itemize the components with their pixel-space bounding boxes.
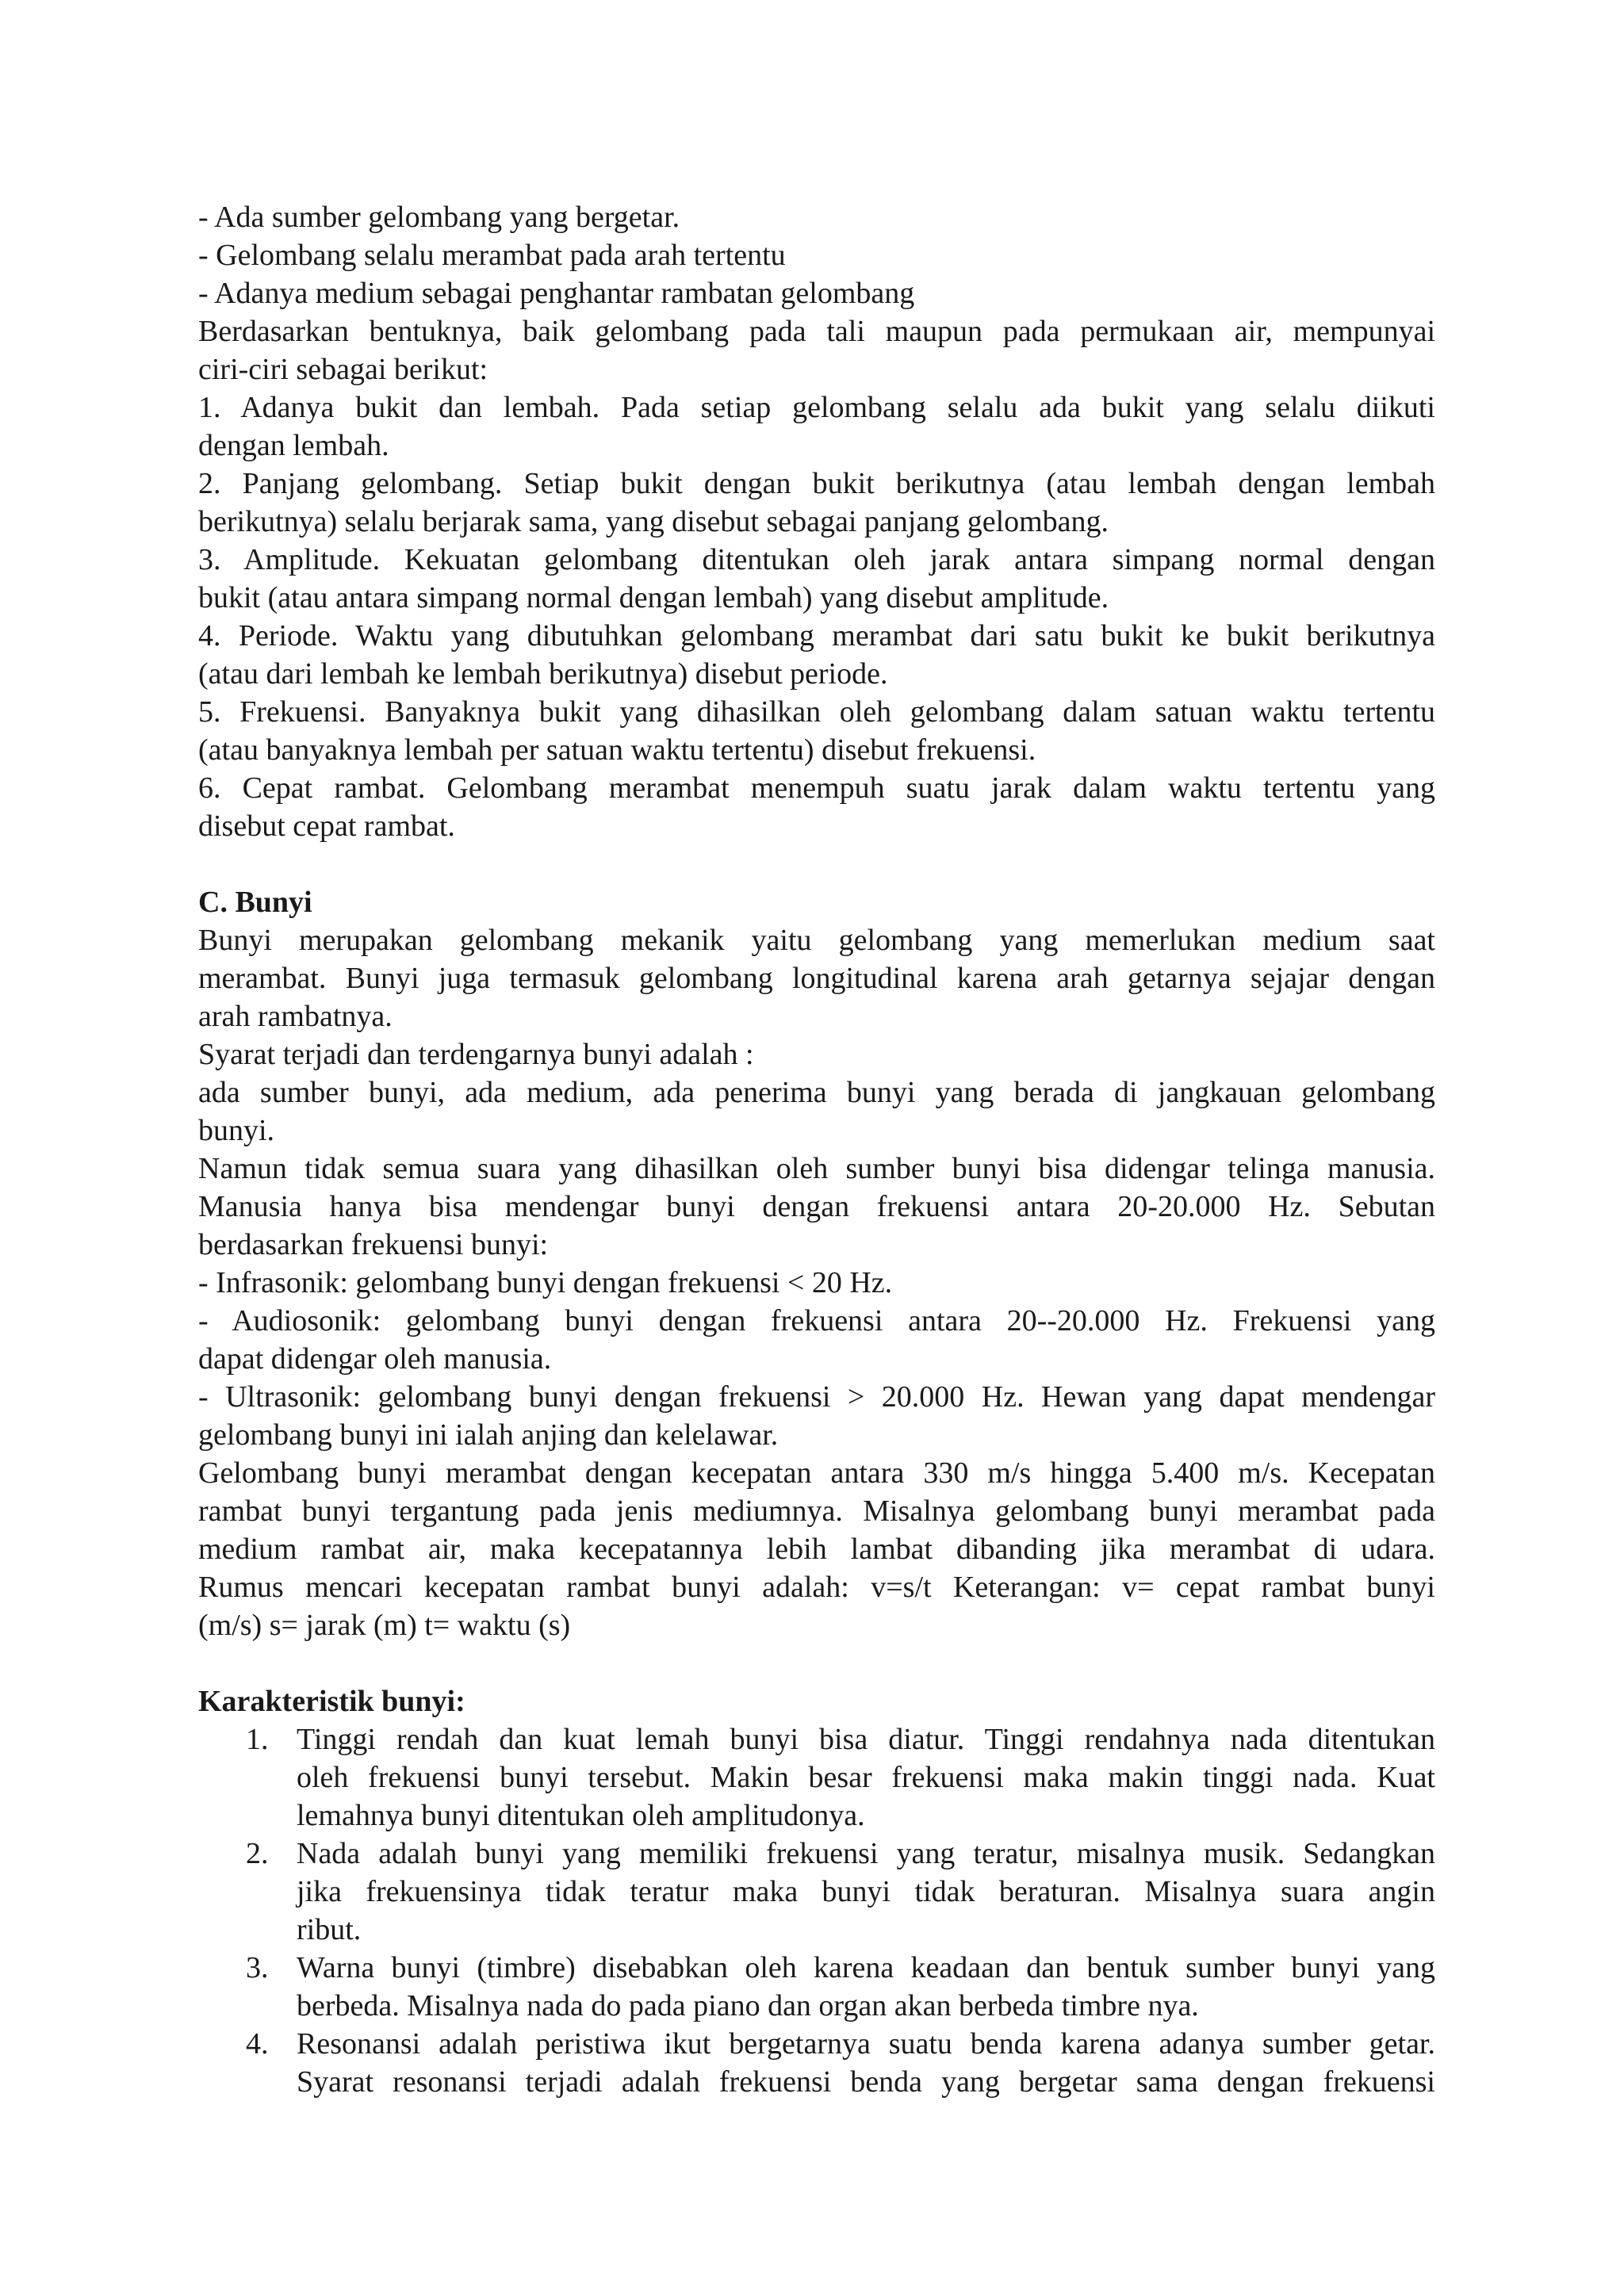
infrasonik-line: - Infrasonik: gelombang bunyi dengan frekuensi < 20 Hz.	[198, 1266, 893, 1299]
characteristic-line: 5. Frekuensi. Banyaknya bukit yang dihasilkan oleh gelombang dalam satuan waktu tertentu	[198, 695, 1435, 729]
characteristic-line: disebut cepat rambat.	[198, 809, 455, 843]
list-item	[198, 1720, 1435, 1835]
ultrasonik-line: - Ultrasonik: gelombang bunyi dengan frekuensi > 20.000 Hz. Hewan yang dapat mendengar	[198, 1380, 1435, 1414]
list-item-line: oleh frekuensi bunyi tersebut. Makin besar frekuensi maka makin tinggi nada. Kuat	[297, 1761, 1435, 1794]
list-item-line: Syarat resonansi terjadi adalah frekuensi benda yang bergetar sama dengan frekuensi	[297, 2065, 1435, 2099]
audiosonik-line: - Audiosonik: gelombang bunyi dengan frekuensi antara 20--20.000 Hz. Frekuensi yang	[198, 1304, 1435, 1337]
shape-intro-line: Berdasarkan bentuknya, baik gelombang pada tali maupun pada permukaan air, mempunyai	[198, 315, 1435, 348]
intro-bullet: - Gelombang selalu merambat pada arah tertentu	[198, 239, 786, 272]
document-page	[198, 198, 1435, 2101]
spacer	[198, 845, 1435, 883]
paragraph-line: merambat. Bunyi juga termasuk gelombang longitudinal karena arah getarnya sejajar dengan	[198, 962, 1435, 995]
characteristic-line: 1. Adanya bukit dan lembah. Pada setiap gelombang selalu ada bukit yang selalu diikuti	[198, 391, 1435, 424]
list-item-line: Resonansi adalah peristiwa ikut bergetarnya suatu benda karena adanya sumber getar.	[297, 2027, 1435, 2061]
paragraph-line: medium rambat air, maka kecepatannya lebih lambat dibanding jika merambat di udara.	[198, 1533, 1435, 1566]
list-item-line: Nada adalah bunyi yang memiliki frekuensi yang teratur, misalnya musik. Sedangkan	[297, 1837, 1435, 1870]
list-number: 4.	[246, 2027, 269, 2061]
paragraph-line: Gelombang bunyi merambat dengan kecepatan antara 330 m/s hingga 5.400 m/s. Kecepatan	[198, 1456, 1435, 1490]
list-number: 1.	[246, 1723, 269, 1756]
characteristic-line: 6. Cepat rambat. Gelombang merambat menempuh suatu jarak dalam waktu tertentu yang	[198, 771, 1435, 805]
section-heading-karakteristik: Karakteristik bunyi:	[198, 1685, 465, 1718]
paragraph-line: bunyi.	[198, 1114, 275, 1147]
characteristic-line: dengan lembah.	[198, 429, 389, 462]
characteristic-line: berikutnya) selalu berjarak sama, yang disebut sebagai panjang gelombang.	[198, 505, 1109, 538]
paragraph-line: Rumus mencari kecepatan rambat bunyi adalah: v=s/t Keterangan: v= cepat rambat bunyi	[198, 1571, 1435, 1604]
list-item	[198, 1835, 1435, 1949]
ultrasonik-line: gelombang bunyi ini ialah anjing dan kelelawar.	[198, 1418, 779, 1452]
list-item-line: Warna bunyi (timbre) disebabkan oleh karena keadaan dan bentuk sumber bunyi yang	[297, 1951, 1435, 1984]
list-item-line: berbeda. Misalnya nada do pada piano dan organ akan berbeda timbre nya.	[297, 1989, 1199, 2022]
list-item-line: Tinggi rendah dan kuat lemah bunyi bisa diatur. Tinggi rendahnya nada ditentukan	[297, 1723, 1435, 1756]
characteristic-line: (atau banyaknya lembah per satuan waktu tertentu) disebut frekuensi.	[198, 733, 1036, 767]
section-heading-bunyi: C. Bunyi	[198, 886, 312, 919]
shape-intro-line: ciri-ciri sebagai berikut:	[198, 353, 488, 386]
paragraph-line: arah rambatnya.	[198, 1000, 393, 1033]
paragraph-line: ada sumber bunyi, ada medium, ada penerima bunyi yang berada di jangkauan gelombang	[198, 1076, 1435, 1109]
list-item-line: ribut.	[297, 1913, 362, 1946]
paragraph-line: Bunyi merupakan gelombang mekanik yaitu gelombang yang memerlukan medium saat	[198, 924, 1435, 957]
characteristic-line: bukit (atau antara simpang normal dengan lembah) yang disebut amplitude.	[198, 581, 1109, 614]
intro-bullet: - Ada sumber gelombang yang bergetar.	[198, 201, 680, 234]
paragraph-line: Syarat terjadi dan terdengarnya bunyi adalah :	[198, 1038, 754, 1071]
paragraph-line: Manusia hanya bisa mendengar bunyi dengan frekuensi antara 20-20.000 Hz. Sebutan	[198, 1190, 1435, 1223]
paragraph-line: Namun tidak semua suara yang dihasilkan oleh sumber bunyi bisa didengar telinga manusia.	[198, 1152, 1435, 1185]
paragraph-line: (m/s) s= jarak (m) t= waktu (s)	[198, 1609, 571, 1642]
characteristic-line: 4. Periode. Waktu yang dibutuhkan gelombang merambat dari satu bukit ke bukit berikutnya	[198, 619, 1435, 652]
characteristic-line: 2. Panjang gelombang. Setiap bukit dengan bukit berikutnya (atau lembah dengan lembah	[198, 467, 1435, 500]
list-item-line: lemahnya bunyi ditentukan oleh amplitudonya.	[297, 1799, 865, 1832]
intro-bullet: - Adanya medium sebagai penghantar rambatan gelombang	[198, 277, 915, 310]
paragraph-line: rambat bunyi tergantung pada jenis mediumnya. Misalnya gelombang bunyi merambat pada	[198, 1494, 1435, 1528]
list-number: 2.	[246, 1837, 269, 1870]
characteristic-line: (atau dari lembah ke lembah berikutnya) disebut periode.	[198, 657, 888, 691]
list-item	[198, 1949, 1435, 2025]
audiosonik-line: dapat didengar oleh manusia.	[198, 1342, 552, 1376]
paragraph-line: berdasarkan frekuensi bunyi:	[198, 1228, 549, 1261]
spacer	[198, 1644, 1435, 1682]
list-item-line: jika frekuensinya tidak teratur maka bunyi tidak beraturan. Misalnya suara angin	[297, 1875, 1435, 1908]
list-number: 3.	[246, 1951, 269, 1984]
list-item	[198, 2025, 1435, 2101]
characteristic-line: 3. Amplitude. Kekuatan gelombang ditentukan oleh jarak antara simpang normal dengan	[198, 543, 1435, 576]
